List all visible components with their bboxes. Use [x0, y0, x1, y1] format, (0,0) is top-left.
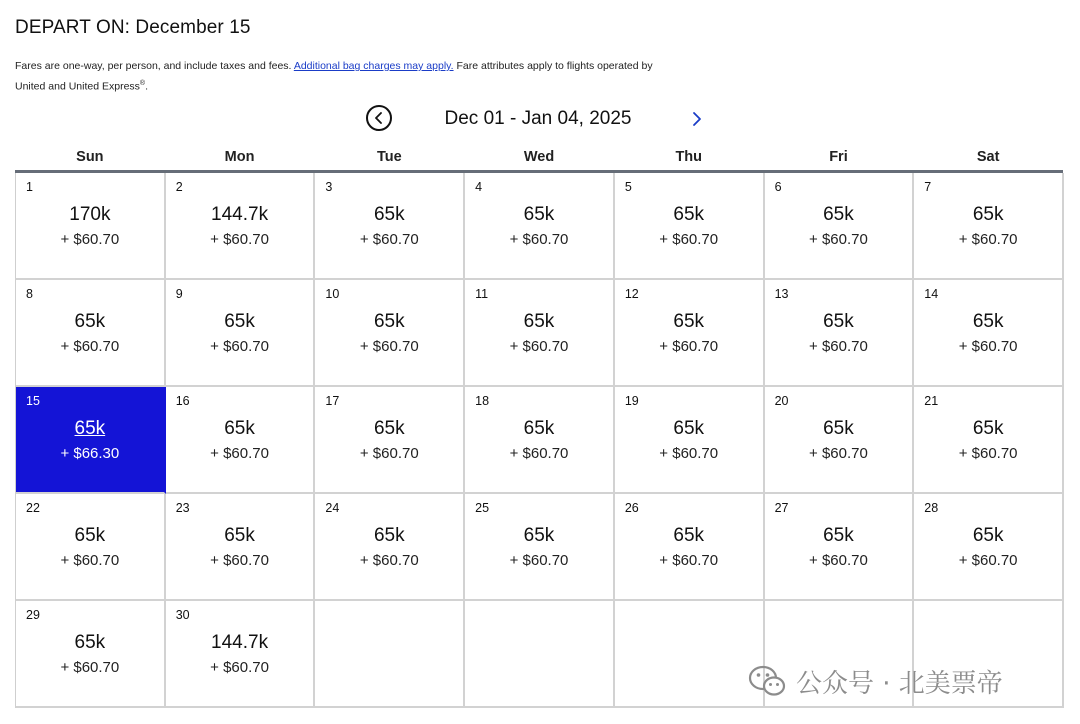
miles-price: 65k [523, 311, 555, 332]
calendar-day-cell[interactable] [615, 173, 765, 280]
wechat-icon [748, 664, 786, 698]
calendar-day-cell[interactable] [615, 494, 765, 601]
fare-note-text-2: Fare attributes apply to flights operated by United and United Express [15, 60, 653, 93]
weekday-sun: Sun [76, 149, 104, 165]
miles-price: 65k [523, 204, 555, 225]
next-range-button[interactable] [686, 107, 708, 131]
calendar-day-cell[interactable] [465, 173, 615, 280]
calendar-day-cell[interactable] [166, 494, 316, 601]
tax-fee: + $60.70 [60, 338, 120, 355]
tax-fee: + $60.70 [659, 445, 719, 462]
fare-note-end: . [145, 80, 148, 93]
tax-fee: + $60.70 [659, 231, 719, 248]
calendar-empty-cell [465, 601, 615, 708]
day-number: 29 [26, 608, 40, 622]
miles-price: 65k [823, 525, 854, 546]
tax-fee: + $60.70 [509, 552, 569, 569]
day-number: 19 [624, 394, 639, 408]
miles-price: 65k [823, 311, 854, 332]
calendar-day-cell[interactable] [914, 173, 1064, 280]
miles-price: 65k [523, 525, 555, 546]
miles-price: 65k [673, 311, 705, 332]
tax-fee: + $60.70 [809, 231, 868, 248]
day-number: 26 [624, 501, 639, 515]
calendar-day-cell[interactable] [16, 173, 166, 280]
miles-price: 65k [373, 418, 405, 439]
miles-price: 65k [972, 525, 1004, 546]
tax-fee: + $60.70 [210, 231, 269, 248]
day-number: 14 [924, 287, 939, 301]
day-number: 24 [325, 501, 340, 515]
tax-fee: + $60.70 [509, 338, 569, 355]
tax-fee: + $60.70 [659, 338, 719, 355]
weekday-fri: Fri [829, 149, 848, 165]
tax-fee: + $60.70 [359, 552, 419, 569]
chevron-left-icon [373, 111, 385, 125]
miles-price: 65k [373, 525, 405, 546]
miles-price: 65k [74, 525, 106, 546]
tax-fee: + $60.70 [359, 231, 419, 248]
calendar-day-cell[interactable] [315, 280, 465, 387]
day-number: 5 [624, 180, 632, 194]
tax-fee: + $60.70 [60, 231, 120, 248]
miles-price: 65k [673, 204, 705, 225]
miles-price: 65k [74, 632, 106, 653]
calendar-day-cell[interactable] [914, 280, 1064, 387]
bag-charges-link[interactable]: Additional bag charges may apply. [293, 60, 454, 72]
miles-price: 65k [373, 204, 405, 225]
date-range-label: Dec 01 - Jan 04, 2025 [444, 108, 632, 129]
tax-fee: + $60.70 [359, 338, 419, 355]
miles-price: 65k [673, 418, 705, 439]
day-number: 10 [325, 287, 340, 301]
miles-price: 65k [224, 525, 255, 546]
miles-price: 65k [74, 311, 106, 332]
tax-fee: + $60.70 [659, 552, 719, 569]
registered-mark: ® [139, 80, 146, 87]
miles-price: 65k [523, 418, 555, 439]
tax-fee: + $60.70 [958, 338, 1018, 355]
calendar-day-cell-selected[interactable] [16, 387, 166, 494]
calendar-day-cell[interactable] [16, 494, 166, 601]
calendar-grid [15, 173, 1064, 708]
day-number: 16 [175, 394, 190, 408]
tax-fee: + $60.70 [809, 445, 868, 462]
day-number: 15 [26, 394, 40, 408]
calendar-day-cell[interactable] [465, 387, 615, 494]
miles-price: 144.7k [211, 632, 269, 653]
weekday-thu: Thu [675, 149, 703, 165]
weekday-sat: Sat [976, 149, 1000, 165]
calendar-day-cell[interactable] [465, 280, 615, 387]
tax-fee: + $60.70 [509, 231, 569, 248]
fare-note [15, 58, 675, 96]
calendar-day-cell[interactable] [914, 494, 1064, 601]
day-number: 4 [475, 180, 483, 194]
tax-fee: + $60.70 [60, 552, 120, 569]
miles-price: 65k [972, 204, 1004, 225]
day-number: 8 [26, 287, 33, 301]
day-number: 22 [26, 501, 40, 515]
fare-note-text: Fares are one-way, per person, and include taxes and fees. [15, 60, 294, 72]
day-number: 11 [475, 287, 489, 301]
calendar-day-cell[interactable] [16, 280, 166, 387]
day-number: 6 [774, 180, 782, 194]
weekday-mon: Mon [224, 149, 255, 165]
day-number: 28 [924, 501, 939, 515]
calendar-day-cell[interactable] [914, 387, 1064, 494]
day-number: 1 [26, 180, 33, 194]
miles-price: 65k [823, 204, 854, 225]
miles-price: 65k [972, 418, 1004, 439]
watermark-text: 公众号 · 北美票帝 [796, 668, 1003, 699]
calendar-day-cell[interactable] [465, 494, 615, 601]
tax-fee: + $60.70 [210, 445, 269, 462]
calendar-nav [0, 100, 1080, 140]
calendar-day-cell[interactable] [615, 387, 765, 494]
calendar-day-cell[interactable] [166, 280, 316, 387]
watermark [748, 663, 1003, 699]
miles-price: 65k [373, 311, 405, 332]
miles-price: 65k [224, 418, 255, 439]
miles-price: 65k [823, 418, 854, 439]
calendar-day-cell[interactable] [166, 601, 316, 708]
day-number: 2 [175, 180, 183, 194]
tax-fee: + $60.70 [210, 338, 269, 355]
calendar-day-cell[interactable] [166, 173, 316, 280]
chevron-right-icon [691, 111, 703, 127]
day-number: 3 [325, 180, 333, 194]
tax-fee: + $60.70 [958, 445, 1018, 462]
tax-fee: + $60.70 [210, 659, 269, 676]
tax-fee: + $60.70 [210, 552, 269, 569]
tax-fee: + $60.70 [958, 231, 1018, 248]
miles-price: 65k [673, 525, 705, 546]
miles-price: 65k [74, 418, 106, 439]
day-number: 13 [774, 287, 789, 301]
calendar-day-cell[interactable] [166, 387, 316, 494]
miles-price: 144.7k [211, 204, 269, 225]
weekday-wed: Wed [523, 149, 555, 165]
tax-fee: + $66.30 [60, 445, 120, 462]
calendar-day-cell[interactable] [765, 173, 915, 280]
day-number: 12 [624, 287, 639, 301]
calendar-day-cell[interactable] [765, 494, 915, 601]
day-number: 18 [475, 394, 490, 408]
tax-fee: + $60.70 [809, 338, 868, 355]
miles-price: 65k [972, 311, 1004, 332]
day-number: 27 [774, 501, 789, 515]
calendar-empty-cell [315, 601, 465, 708]
calendar-empty-cell [615, 601, 765, 708]
day-number: 9 [175, 287, 183, 301]
calendar-day-cell[interactable] [16, 601, 166, 708]
day-number: 25 [475, 501, 490, 515]
miles-price: 170k [69, 204, 111, 225]
tax-fee: + $60.70 [809, 552, 868, 569]
calendar-day-cell[interactable] [315, 173, 465, 280]
calendar-day-cell[interactable] [615, 280, 765, 387]
day-number: 20 [774, 394, 789, 408]
tax-fee: + $60.70 [359, 445, 419, 462]
day-number: 30 [175, 608, 190, 622]
calendar-day-cell[interactable] [765, 387, 915, 494]
weekday-header [15, 149, 1063, 169]
tax-fee: + $60.70 [60, 659, 120, 676]
calendar-day-cell[interactable] [315, 494, 465, 601]
previous-range-button[interactable] [366, 105, 392, 131]
tax-fee: + $60.70 [958, 552, 1018, 569]
calendar-day-cell[interactable] [315, 387, 465, 494]
day-number: 21 [924, 394, 939, 408]
day-number: 7 [924, 180, 932, 194]
miles-price: 65k [224, 311, 255, 332]
day-number: 17 [325, 394, 340, 408]
calendar-day-cell[interactable] [765, 280, 915, 387]
weekday-tue: Tue [376, 149, 402, 165]
tax-fee: + $60.70 [509, 445, 569, 462]
day-number: 23 [175, 501, 190, 515]
depart-title: DEPART ON: December 15 [15, 17, 251, 38]
